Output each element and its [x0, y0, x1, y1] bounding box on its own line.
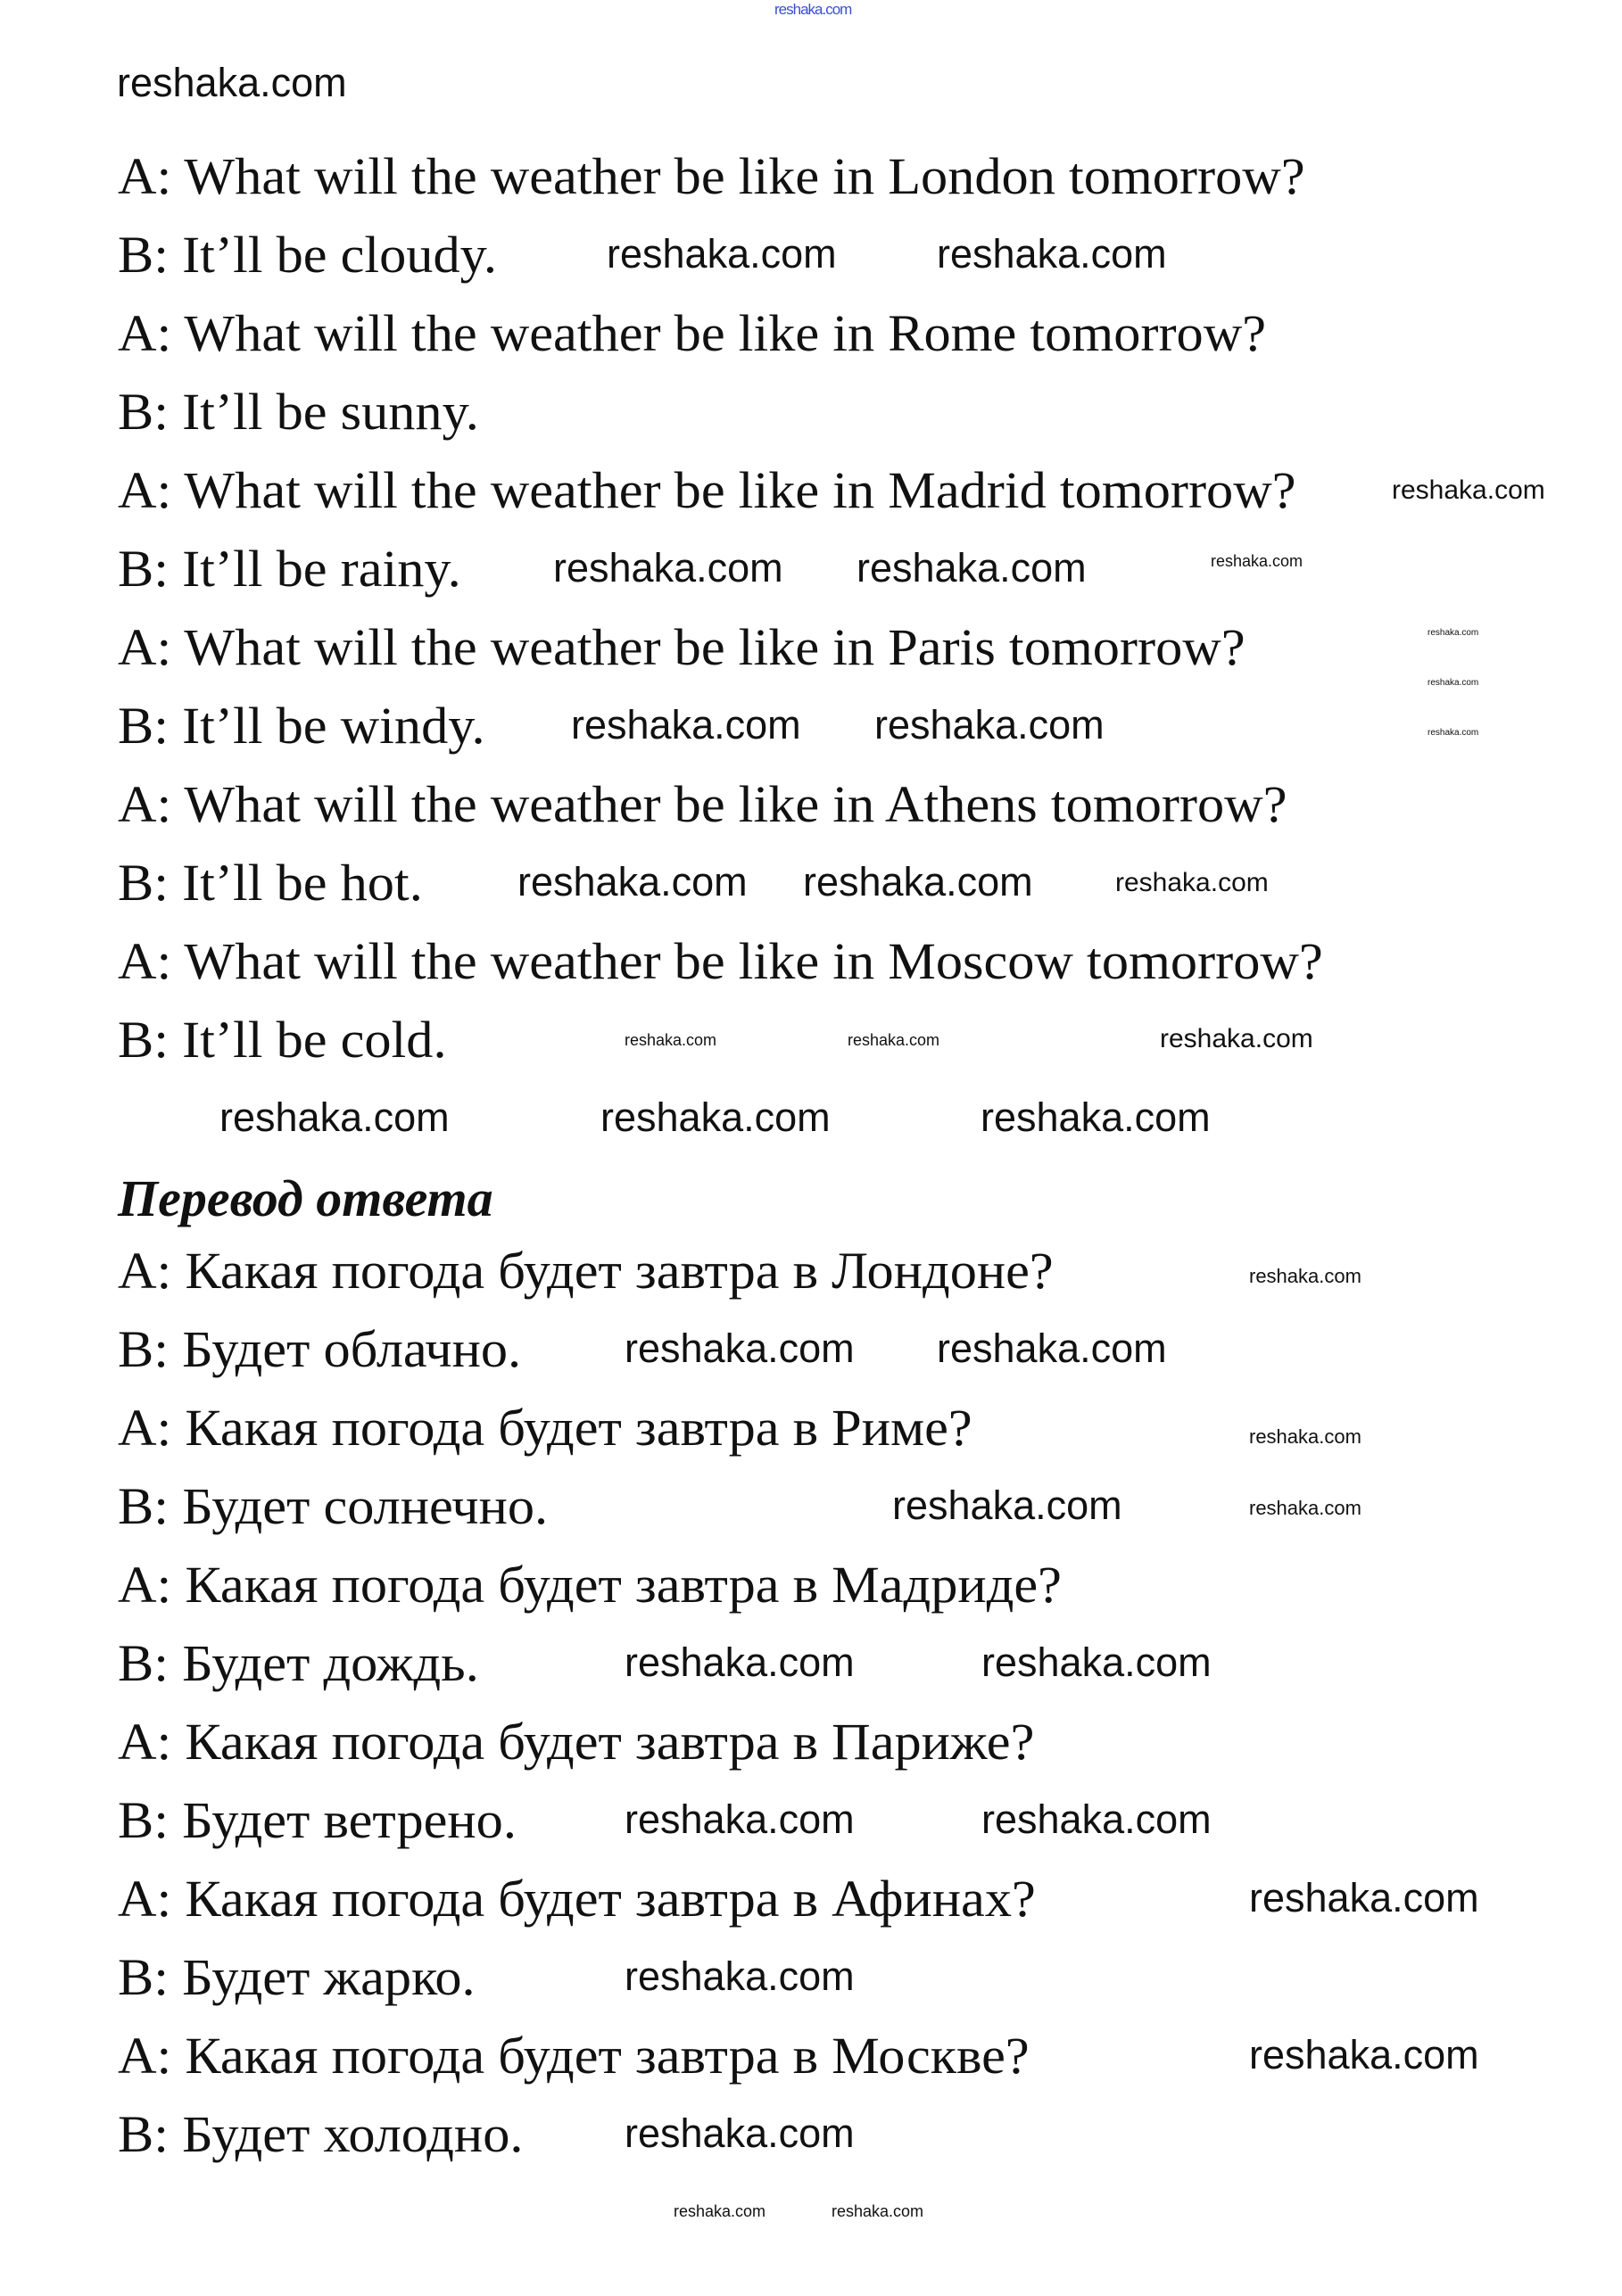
watermark: reshaka.com — [892, 1482, 1122, 1528]
dialogue-line: B: Будет ветрено. — [118, 1791, 517, 1849]
watermark: reshaka.com — [117, 60, 347, 105]
watermark: reshaka.com — [625, 2110, 855, 2156]
watermark: reshaka.com — [600, 1094, 831, 1140]
watermark: reshaka.com — [981, 1639, 1212, 1685]
dialogue-line: B: It’ll be cold. — [118, 1011, 447, 1069]
watermark: reshaka.com — [219, 1094, 450, 1140]
dialogue-line: A: What will the weather be like in Paris tomorrow? — [118, 618, 1245, 676]
watermark: reshaka.com — [1211, 552, 1303, 570]
watermark: reshaka.com — [1249, 1425, 1361, 1448]
watermark: reshaka.com — [937, 1326, 1167, 1371]
dialogue-line: B: Будет дождь. — [118, 1634, 479, 1692]
watermark: reshaka.com — [553, 545, 783, 591]
dialogue-line: A: Какая погода будет завтра в Лондоне? — [118, 1242, 1054, 1300]
dialogue-line: B: Будет облачно. — [118, 1320, 522, 1378]
dialogue-line: A: Какая погода будет завтра в Москве? — [118, 2027, 1030, 2085]
watermark: reshaka.com — [981, 1094, 1211, 1140]
watermark: reshaka.com — [1249, 1875, 1479, 1920]
dialogue-line: A: What will the weather be like in Rome tomorrow? — [118, 304, 1267, 362]
watermark: reshaka.com — [832, 2202, 924, 2220]
watermark: reshaka.com — [1428, 628, 1479, 638]
dialogue-line: A: Какая погода будет завтра в Париже? — [118, 1713, 1035, 1771]
watermark: reshaka.com — [1428, 678, 1479, 688]
watermark: reshaka.com — [571, 702, 801, 747]
watermark: reshaka.com — [1249, 1265, 1361, 1287]
dialogue-line: A: What will the weather be like in Madrid tomorrow? — [118, 461, 1296, 519]
watermark: reshaka.com — [625, 1326, 855, 1371]
english-dialogue — [118, 137, 1323, 1079]
watermark: reshaka.com — [848, 1031, 940, 1049]
watermark: reshaka.com — [937, 231, 1167, 277]
watermark: reshaka.com — [517, 859, 748, 904]
translation-heading: Перевод ответа — [118, 1169, 493, 1227]
watermark: reshaka.com — [1249, 2032, 1479, 2077]
watermark: reshaka.com — [981, 1796, 1212, 1842]
watermark: reshaka.com — [625, 1796, 855, 1842]
watermark: reshaka.com — [625, 1031, 717, 1049]
dialogue-line: B: Будет солнечно. — [118, 1477, 549, 1535]
watermark: reshaka.com — [1160, 1024, 1313, 1053]
dialogue-line: A: Какая погода будет завтра в Мадриде? — [118, 1556, 1062, 1614]
dialogue-line: A: Какая погода будет завтра в Риме? — [118, 1399, 972, 1457]
dialogue-line: B: It’ll be rainy. — [118, 540, 461, 598]
dialogue-line: A: Какая погода будет завтра в Афинах? — [118, 1870, 1036, 1928]
watermark: reshaka.com — [607, 231, 837, 277]
dialogue-line: B: Будет холодно. — [118, 2105, 524, 2163]
dialogue-line: A: What will the weather be like in London tomorrow? — [118, 147, 1305, 205]
watermark: reshaka.com — [874, 702, 1105, 747]
dialogue-line: B: Будет жарко. — [118, 1948, 476, 2006]
watermark: reshaka.com — [803, 859, 1033, 904]
dialogue-line: A: What will the weather be like in Athens tomorrow? — [118, 775, 1287, 833]
watermark: reshaka.com — [857, 545, 1087, 591]
dialogue-line: B: It’ll be windy. — [118, 697, 485, 755]
dialogue-line: A: What will the weather be like in Moscow tomorrow? — [118, 932, 1323, 990]
watermark: reshaka.com — [1249, 1497, 1361, 1519]
dialogue-line: B: It’ll be sunny. — [118, 383, 479, 441]
watermark: reshaka.com — [625, 1953, 855, 1999]
watermark: reshaka.com — [674, 2202, 766, 2220]
watermark: reshaka.com — [1392, 475, 1545, 505]
watermark: reshaka.com — [625, 1639, 855, 1685]
dialogue-line: B: It’ll be hot. — [118, 854, 423, 912]
dialogue-line: B: It’ll be cloudy. — [118, 226, 497, 284]
watermark: reshaka.com — [774, 1, 852, 18]
watermark: reshaka.com — [1428, 728, 1479, 738]
watermark: reshaka.com — [1115, 868, 1269, 897]
